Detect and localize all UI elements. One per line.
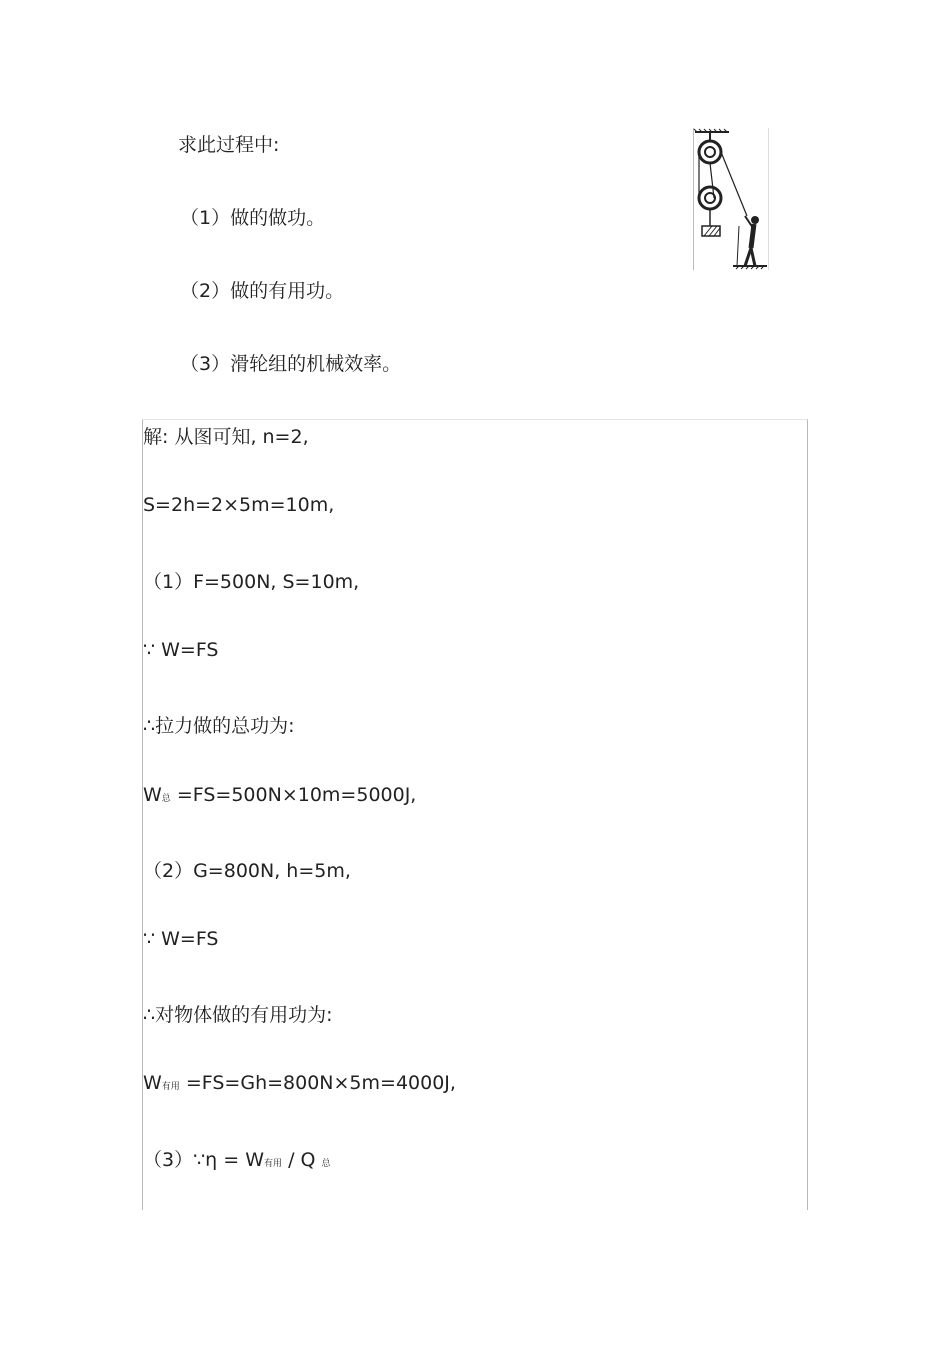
question-item-2: （2）做的有用功。 <box>180 280 345 302</box>
solution-line: ∴对物体做的有用功为: <box>143 1004 333 1026</box>
solution-line: （1）F=500N, S=10m, <box>143 571 360 593</box>
subscript-useful: 有用 <box>264 1159 283 1169</box>
pulley-figure <box>693 128 769 270</box>
solution-line: ∴拉力做的总功为: <box>143 715 295 737</box>
w-total-expression: =FS=500N×10m=5000J, <box>170 784 417 806</box>
efficiency-prefix: （3）∵η = W <box>143 1149 265 1171</box>
w-symbol: W <box>143 1072 162 1094</box>
efficiency-mid: / Q <box>282 1149 322 1171</box>
w-total-line <box>143 784 416 806</box>
subscript-total: 总 <box>321 1159 331 1169</box>
question-intro: 求此过程中: <box>178 134 280 156</box>
question-item-1: （1）做的做功。 <box>180 207 326 229</box>
solution-line: S=2h=2×5m=10m, <box>143 494 335 516</box>
solution-line: ∵ W=FS <box>143 639 219 661</box>
solution-line: （2）G=800N, h=5m, <box>143 860 351 882</box>
subscript-useful: 有用 <box>161 1082 180 1092</box>
solution-box <box>142 419 808 1210</box>
solution-line: ∵ W=FS <box>143 928 219 950</box>
efficiency-line <box>143 1145 331 1172</box>
solution-line: 解: 从图可知, n=2, <box>143 426 309 448</box>
w-useful-line <box>143 1072 456 1094</box>
w-symbol: W <box>143 784 162 806</box>
w-useful-expression: =FS=Gh=800N×5m=4000J, <box>179 1072 456 1094</box>
question-item-3: （3）滑轮组的机械效率。 <box>180 353 402 375</box>
subscript-total: 总 <box>161 794 171 804</box>
